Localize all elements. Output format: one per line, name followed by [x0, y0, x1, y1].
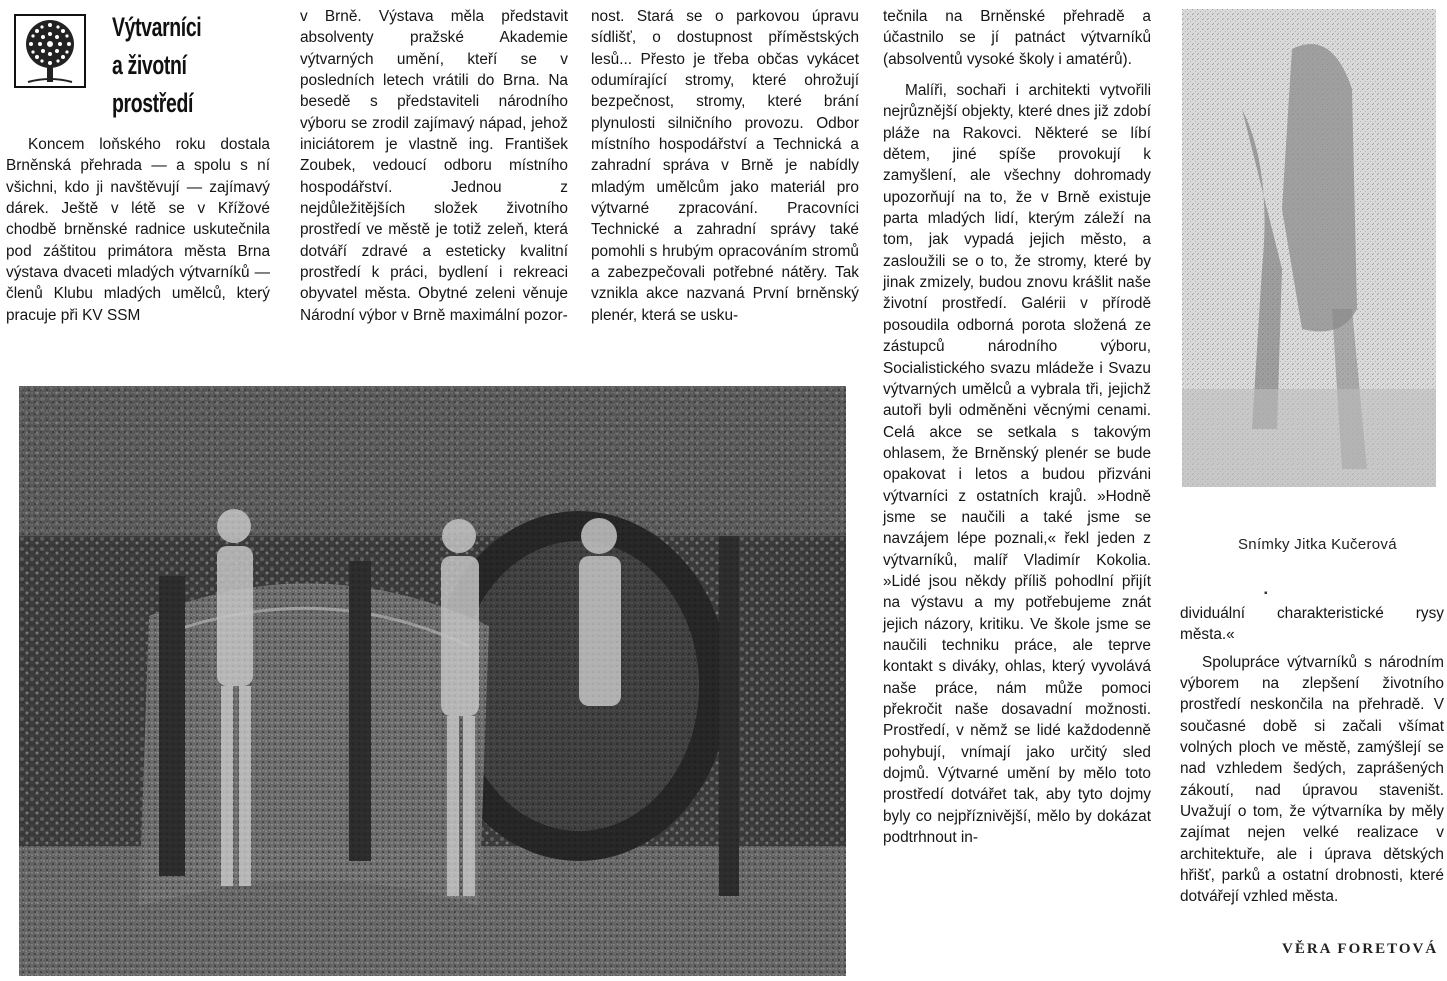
paragraph: nost. Stará se o parkovou úpravu sídlišť, o dostupnost příměstských lesů... Přesto je třeba občas vykácet odumírající stromy, které ohrožují bezpečnost, stromy, které brání plynulosti silničního provozu. Odbor místního hospodářství a Technická a zahradní správa v Brně je nabídly mladým umělcům jako materiál pro výtvarné zpracování. Pracovníci Technické a zahradní správy také pomohli s hrubým opracováním stromů a zabezpečovali potřebné nátěry. Tak vznikla akce nazvaná První brněnský plenér, která se usku- — [591, 8, 859, 324]
paragraph: tečnila na Brněnské přehradě a účastnilo se jí patnáct výtvarníků (absolventů vysoké školy i amatérů). — [883, 8, 1151, 68]
main-photo — [19, 386, 846, 976]
text-column-5 — [1180, 603, 1444, 908]
text-column-4 — [883, 6, 1151, 848]
paragraph: v Brně. Výstava měla představit absolventy pražské Akademie výtvarných umění, kteří se v posledních letech vrátili do Brna. Na besedě s představiteli národního výboru se zrodil zajímavý nápad, jehož iniciátorem je vlastně ing. František Zoubek, vedoucí odboru místního hospodářství. Jednou z nejdůležitějších složek životního prostředí ve městě je totiž zeleň, která dotváří zdravé a esteticky kvalitní prostředí k práci, bydlení i rekreaci obyvatel města. Obytné zeleni věnuje Národní výbor v Brně maximální pozor- — [300, 8, 568, 324]
article-title — [112, 8, 227, 122]
paragraph: Koncem loňského roku dostala Brněnská přehrada — a spolu s ní všichni, kdo ji navštěvují — zajímavý dárek. Ještě v létě se v Křížové chodbě brněnské radnice uskutečnila pod záštitou primátora města Brna výstava dvaceti mladých výtvarníků — členů Klubu mladých umělců, který pracuje při KV SSM — [6, 136, 270, 324]
title-line: a životní — [112, 50, 187, 80]
sculpture-photo — [1182, 9, 1436, 487]
paragraph: Spolupráce výtvarníků s národním výborem na zlepšení životního prostředí neskončila na přehradě. V současné době si začali všímat volných ploch ve městě, zamýšlejí se nad vzhledem šedých, zaprášených zákoutí, nad úpravou staveništ. Uvažují o tom, že výtvarníka by měly zajímat nejen velké realizace v architektuře, ale i úprava dětských hřišť, parků a ostatní drobnosti, které dotvářejí vzhled města. — [1180, 653, 1444, 906]
title-line: Výtvarníci — [112, 12, 202, 42]
print-speck: ▪ — [1264, 588, 1268, 599]
tree-logo-icon — [14, 14, 86, 88]
text-column-2 — [300, 6, 568, 326]
photo-credit: Snímky Jitka Kučerová — [1238, 536, 1397, 553]
text-column-1 — [6, 134, 270, 326]
author-byline: VĚRA FORETOVÁ — [1282, 941, 1439, 957]
paragraph: dividuální charakteristické rysy města.« — [1180, 605, 1444, 644]
paragraph: Malíři, sochaři i architekti vytvořili nejrůznější objekty, které dnes již zdobí pláže na Rakovci. Některé se líbí dětem, jiné spíše provokují k zamyšlení, ale všechny dohromady upozorňují na to, že v Brně existuje parta mladých lidí, kterým záleží na tom, jak vypadá jejich město, a zasloužili se o to, že stromy, které by jinak zmizely, budou znovu krášlit naše životní prostředí. Galérii v přírodě posoudila odborná porota složená ze zástupců národního výboru, Socialistického svazu mládeže i Svazu výtvarných umělců a vybrala tři, jejichž autoři byli odměněni věcnými cenami. Celá akce se setkala s takovým ohlasem, že Brněnský plenér se bude opakovat i letos a budou přizváni výtvarníci z ostatních krajů. »Hodně jsme se naučili a také jsme se navzájem lépe poznali,« řekl jeden z výtvarníků, malíř Vladimír Kokolia. »Lidé jsou někdy příliš pohodlní přijít na výstavu a my potřebujeme znát jejich názory, kritiku. Ve škole jsme se naučili techniku práce, ale teprve kontakt s diváky, ohlas, který vyvolává naše práce, nám může pomoci překročit naše dosavadní možnosti. Prostředí, v němž se lidé každodenně pohybují, vnímají jako určitý sled dojmů. Výtvarné umění by mělo toto prostředí dotvářet tak, aby tyto dojmy byly co nejpříznivější, mělo by dokázat podtrhnout in- — [883, 82, 1151, 847]
text-column-3 — [591, 6, 859, 326]
title-line: prostředí — [112, 88, 194, 118]
